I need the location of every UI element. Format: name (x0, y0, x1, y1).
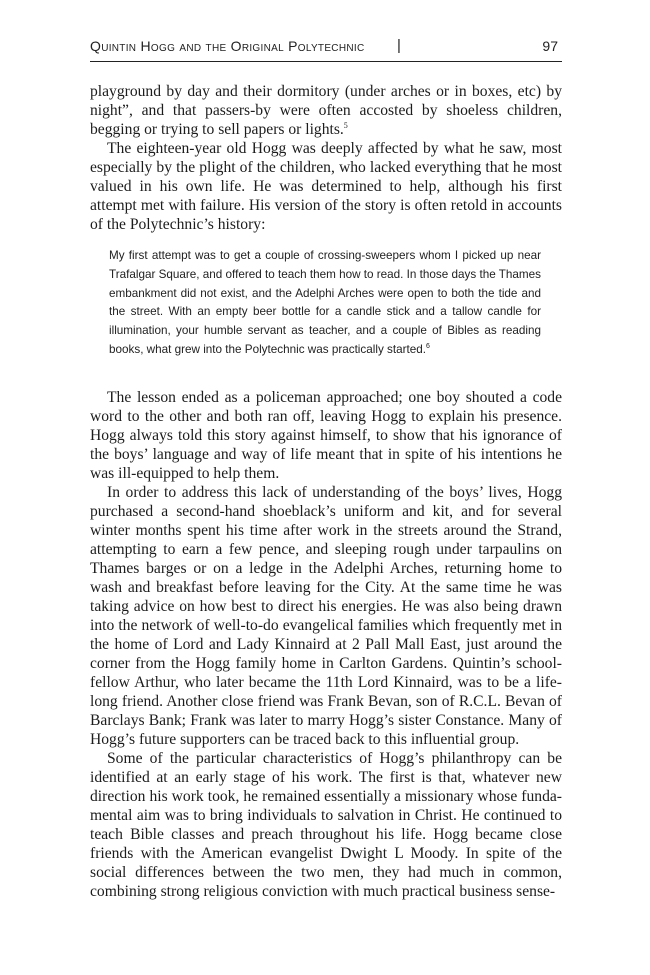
page-number: 97 (542, 38, 558, 54)
paragraph: The lesson ended as a policeman approached; one boy shouted a code word to the other and both ran off, leaving Hogg to explain his presence. Hogg always told this story against himself, to show that his ignorance of the boys’ language and way of life meant that in spite of his intentions he was ill-equipped to help them. (90, 389, 562, 482)
quote-text: My first attempt was to get a couple of crossing-sweepers whom I picked up near Trafalgar Square, and offered to teach them how to read. In those days the Thames embankment did not exist, and the Adelphi Arches were open to both the tide and the street. With an empty beer bottle for a candle stick and a tallow candle for illumination, your humble servant as teacher, and a couple of Bibles as reading books, what grew into the Polytechnic was practically started. (109, 249, 541, 356)
body-text-top (90, 82, 562, 234)
paragraph-text: playground by day and their dormitory (under arches or in boxes, etc) by night”, and that passers-by were often accosted by shoeless children, begging or trying to sell papers or lights. (90, 83, 562, 138)
footnote-ref: 6 (426, 342, 430, 350)
body-text-bottom (90, 388, 562, 901)
paragraph-continued (90, 82, 562, 139)
paragraph: In order to address this lack of understanding of the boys’ lives, Hogg purchased a second-hand shoeblack’s uniform and kit, and for several winter months spent his time after work in the streets around the Strand, attempting to earn a few pence, and sleeping rough under tarpaulins on Thames barges or on a ledge in the Adelphi Arches, returning home to wash and breakfast before leaving for the City. At the same time he was taking advice on how best to direct his energies. He was also being drawn into the network of well-to-do evangelical families which frequently met in the home of Lord and Lady Kinnaird at 2 Pall Mall East, just around the corner from the Hogg family home in Carlton Gardens. Quintin’s school-fellow Arthur, who later became the 11th Lord Kinnaird, was to be a life-long friend. Another close friend was Frank Bevan, son of R.C.L. Bevan of Barclays Bank; Frank was later to marry Hogg’s sister Constance. Many of Hogg’s future supporters can be traced back to this influential group. (90, 484, 562, 748)
header-rule (90, 61, 562, 62)
paragraph-text: The eighteen-year old Hogg was deeply affected by what he saw, most especially by the plight of the children, who lacked everything that he most valued in his own life. He was determined to help, although his first attempt met with failure. His version of the story is often retold in accounts of the Polytechnic’s history: (90, 140, 562, 233)
running-header (90, 38, 560, 58)
block-quote (109, 247, 541, 360)
running-head-title: Quintin Hogg and the Original Polytechnic (90, 38, 365, 54)
paragraph: Some of the particular characteristics of Hogg’s philanthropy can be identified at an early stage of his work. The first is that, whatever new direction his work took, he remained essentially a missionary whose funda-mental aim was to bring individuals to salvation in Christ. He continued to teach Bible classes and preach throughout his life. Hogg became close friends with the American evangelist Dwight L Moody. In spite of the social differences between the two men, they had much in common, combining strong religious conviction with much practical business sense- (90, 750, 562, 900)
header-separator: | (397, 37, 401, 54)
footnote-ref: 5 (343, 121, 348, 130)
paragraph (90, 139, 562, 234)
